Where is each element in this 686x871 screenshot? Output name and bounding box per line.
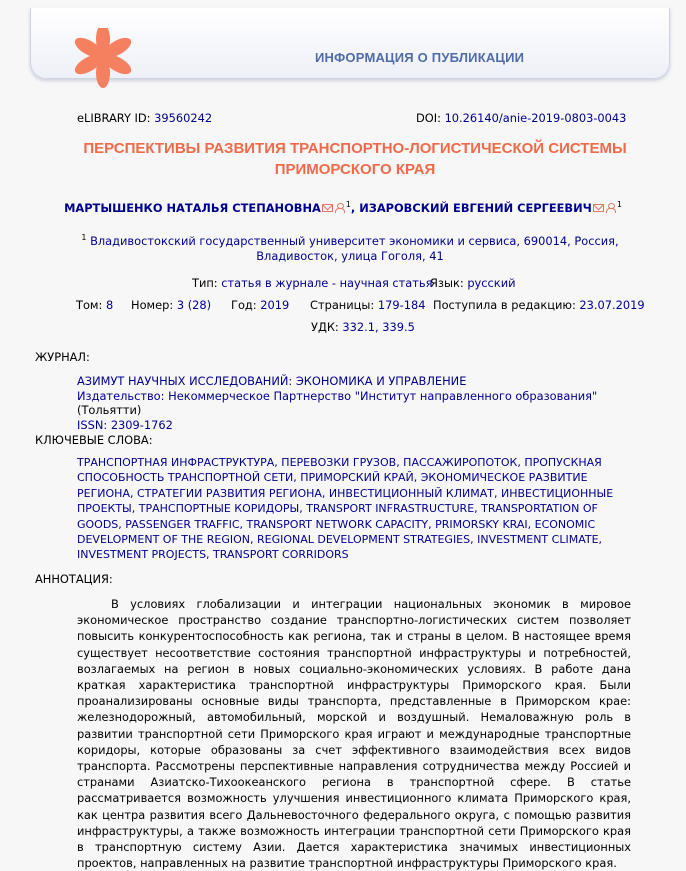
number-label: Номер: (131, 298, 174, 312)
issn-line (77, 418, 637, 433)
author-name[interactable]: ИЗАРОВСКИЙ ЕВГЕНИЙ СЕРГЕЕВИЧ (359, 200, 592, 215)
mail-icon[interactable] (593, 204, 604, 212)
doi-link[interactable]: 10.26140/anie-2019-0803-0043 (444, 111, 627, 125)
publisher-city: (Тольятти) (77, 403, 142, 417)
publisher-value[interactable]: Некоммерческое Партнерство "Институт направленного образования" (168, 388, 598, 403)
udc-value[interactable]: 332.1, 339.5 (342, 320, 415, 334)
publication-title: ПЕРСПЕКТИВЫ РАЗВИТИЯ ТРАНСПОРТНО-ЛОГИСТИЧЕСКОЙ СИСТЕМЫ ПРИМОРСКОГО КРАЯ (83, 140, 627, 178)
received-row (433, 298, 645, 312)
journal-block (77, 374, 637, 432)
affiliation (70, 230, 630, 264)
issn-value[interactable]: 2309-1762 (110, 417, 173, 432)
publisher-line (77, 389, 637, 418)
author-separator: , (350, 200, 356, 215)
number-row (131, 298, 211, 312)
elibrary-id (77, 111, 212, 125)
year-value: 2019 (260, 298, 290, 312)
pages-value: 179-184 (377, 298, 426, 312)
language-label: Язык: (430, 276, 464, 290)
author-affiliation-sup: 1 (345, 200, 351, 209)
type-row (192, 276, 433, 290)
person-icon[interactable] (606, 203, 615, 212)
journal-section-label: ЖУРНАЛ: (35, 350, 90, 364)
affiliation-text: Владивостокский государственный университет экономики и сервиса, 690014, Россия, Владивосток, улица Гоголя, 41 (90, 233, 619, 263)
volume-value[interactable]: 8 (105, 298, 114, 312)
abstract-text: В условиях глобализации и интеграции национальных экономик в мировое экономическое пространство создание транспортно-логистических систем позволяет повысить конкурентоспособность как региона, так и страны в целом. В настоящее время существует несоответствие состояния транспортной инфраструктуры и потребностей, возлагаемых на регион в новых социально-экономических условиях. В работе дана краткая характеристика транспортной инфраструктуры Приморского края. Были проанализированы основные виды транспорта, представленные в Приморском крае: железнодорожный, автомобильный, морской и воздушный. Немаловажную роль в развитии транспортной сети Приморского края играют и международные транспортные коридоры, которые образованы за счет эффективного взаимодействия всех видов транспорта. Рассмотрены перспективные направления сотрудничества между Россией и странами Азиатско-Тихоокеанского региона в транспортной сфере. В статье рассматривается возможность улучшения инвестиционного климата Приморского края, как центра развития всего Дальневосточного федерального округа, с помощью развития инфраструктуры, а также возможность интеграции транспортной сети Приморского края в транспортную систему Азии. Дается характеристика значимых инвестиционных проектов, направленных на развитие транспортной инфраструктуры Приморского края. (77, 597, 631, 871)
doi-label: DOI: (416, 111, 441, 125)
language-row (430, 276, 516, 290)
publisher-label: Издательство: (77, 388, 165, 403)
pages-label: Страницы: (310, 298, 375, 312)
language-value: русский (467, 276, 516, 290)
author-affiliation-sup: 1 (616, 200, 622, 209)
elibrary-id-label: eLIBRARY ID: (77, 111, 151, 125)
header-panel (30, 8, 670, 79)
volume-row (76, 298, 113, 312)
received-label: Поступила в редакцию: (433, 298, 576, 312)
number-value[interactable]: 3 (28) (176, 298, 212, 312)
affiliation-sup: 1 (81, 233, 87, 242)
header-title: ИНФОРМАЦИЯ О ПУБЛИКАЦИИ (315, 50, 525, 65)
keywords-section-label: КЛЮЧЕВЫЕ СЛОВА: (35, 433, 153, 447)
elibrary-id-value[interactable]: 39560242 (154, 111, 213, 125)
mail-icon[interactable] (322, 204, 333, 212)
journal-name[interactable]: АЗИМУТ НАУЧНЫХ ИССЛЕДОВАНИЙ: ЭКОНОМИКА И УПРАВЛЕНИЕ (77, 374, 467, 388)
issn-label: ISSN: (77, 417, 108, 432)
doi (416, 111, 626, 125)
udc-row (311, 320, 415, 334)
abstract-section-label: АННОТАЦИЯ: (35, 572, 113, 586)
volume-label: Том: (76, 298, 103, 312)
authors-line (0, 200, 686, 215)
asterisk-logo-icon (63, 28, 153, 92)
type-label: Тип: (192, 276, 218, 290)
person-icon[interactable] (335, 203, 344, 212)
keywords-list[interactable]: ТРАНСПОРТНАЯ ИНФРАСТРУКТУРА, ПЕРЕВОЗКИ ГРУЗОВ, ПАССАЖИРОПОТОК, ПРОПУСКНАЯ СПОСОБНОСТЬ ТРАНСПОРТНОЙ СЕТИ, ПРИМОРСКИЙ КРАЙ, ЭКОНОМИЧЕСКОЕ РАЗВИТИЕ РЕГИОНА, СТРАТЕГИИ РАЗВИТИЯ РЕГИОНА, ИНВЕСТИЦИОННЫЙ КЛИМАТ, ИНВЕСТИЦИОННЫЕ ПРОЕКТЫ, ТРАНСПОРТНЫЕ КОРИДОРЫ, TRANSPORT INFRASTRUCTURE, TRANSPORTATION OF GOODS, PASSENGER TRAFFIC, TRANSPORT NETWORK CAPACITY, PRIMORSKY KRAI, ECONOMIC DEVELOPMENT OF THE REGION, REGIONAL DEVELOPMENT STRATEGIES, INVESTMENT CLIMATE, INVESTMENT PROJECTS, TRANSPORT CORRIDORS (77, 456, 614, 562)
year-row (231, 298, 289, 312)
type-value: статья в журнале - научная статья (221, 276, 433, 290)
udc-label: УДК: (311, 320, 339, 334)
author-name[interactable]: МАРТЫШЕНКО НАТАЛЬЯ СТЕПАНОВНА (64, 200, 321, 215)
received-value: 23.07.2019 (579, 298, 645, 312)
year-label: Год: (231, 298, 257, 312)
pages-row (310, 298, 425, 312)
